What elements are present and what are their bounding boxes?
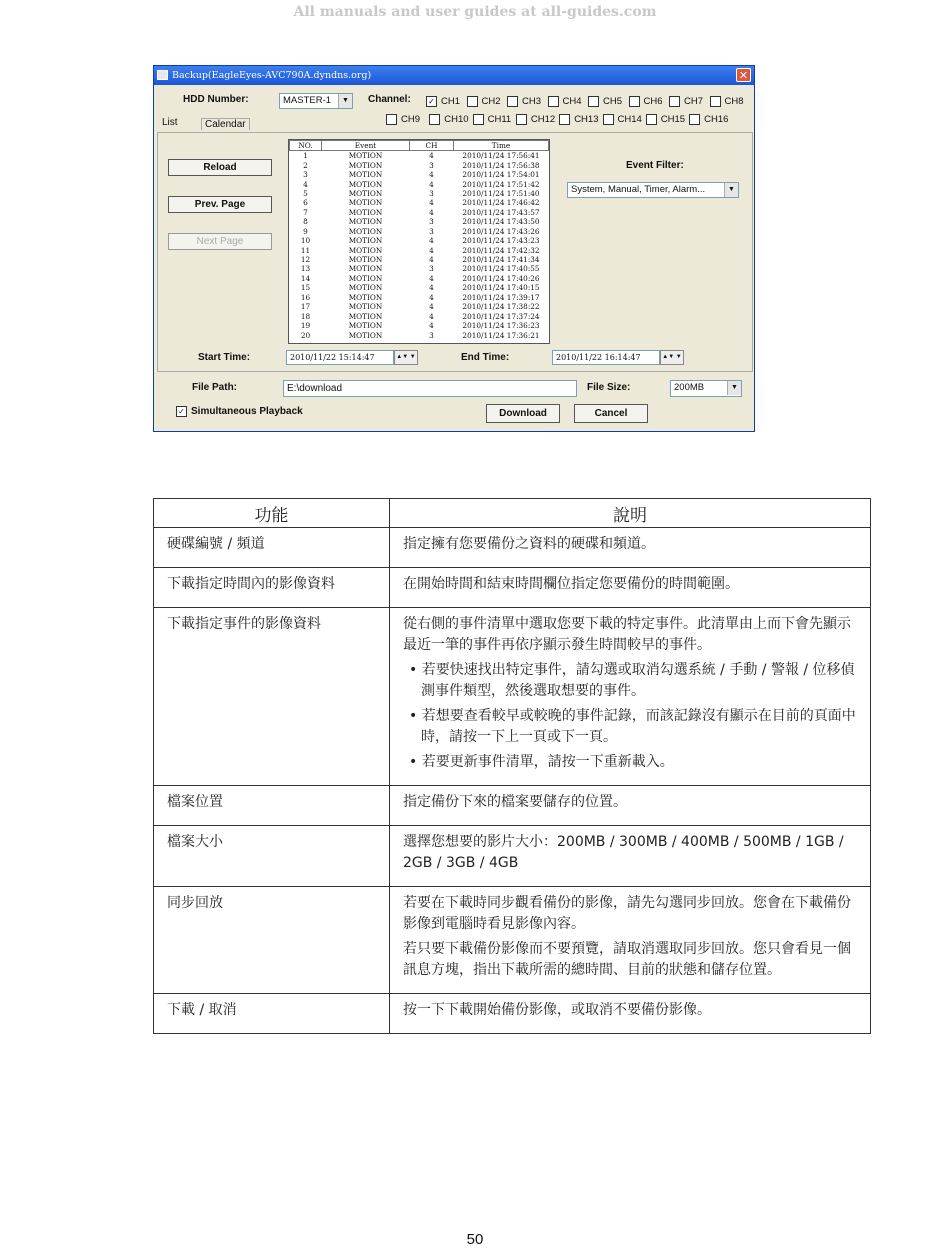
channel-checkbox[interactable] xyxy=(669,96,703,107)
event-cell: 2010/11/24 17:37:24 xyxy=(462,311,540,321)
app-icon xyxy=(157,70,168,80)
checkbox-icon[interactable] xyxy=(516,114,527,125)
channel-checkbox[interactable] xyxy=(548,96,582,107)
tab-list[interactable]: List xyxy=(162,117,178,128)
event-cell: 4 xyxy=(429,207,434,217)
description-paragraph: 選擇您想要的影片大小：200MB / 300MB / 400MB / 500MB / 1GB / 2GB / 3GB / 4GB xyxy=(403,834,844,871)
event-row[interactable] xyxy=(290,151,549,161)
list-column-header[interactable]: Event xyxy=(322,141,410,151)
function-cell: 檔案大小 xyxy=(154,826,390,887)
event-cell: 4 xyxy=(429,236,434,246)
description-bullet: • 若要更新事件清單，請按一下重新載入。 xyxy=(409,754,674,770)
channel-label: CH2 xyxy=(481,96,501,107)
channel-label: CH1 xyxy=(441,96,461,107)
description-paragraph: 從右側的事件清單中選取您要下載的特定事件。此清單由上而下會先顯示最近一筆的事件再依序顯示發生時間較早的事件。 xyxy=(403,616,851,653)
checkbox-icon[interactable] xyxy=(588,96,599,107)
event-cell: 2010/11/24 17:43:57 xyxy=(462,207,540,217)
event-cell: 11 xyxy=(300,245,311,255)
function-cell: 下載 / 取消 xyxy=(154,994,390,1034)
checkbox-icon[interactable] xyxy=(559,114,570,125)
dialog-title: Backup(EagleEyes-AVC790A.dyndns.org) xyxy=(172,70,372,81)
event-cell: MOTION xyxy=(348,283,383,293)
tab-calendar[interactable]: Calendar xyxy=(201,118,250,130)
event-cell: 4 xyxy=(429,273,434,283)
description-cell xyxy=(390,786,871,826)
event-row[interactable] xyxy=(290,208,549,217)
channel-checkbox[interactable] xyxy=(689,114,728,125)
channel-checkbox[interactable] xyxy=(386,114,420,125)
channel-label: CH11 xyxy=(487,114,512,125)
channel-checkbox[interactable] xyxy=(516,114,555,125)
event-cell: 3 xyxy=(429,330,434,340)
channel-checkbox[interactable] xyxy=(473,114,512,125)
channel-label: CH8 xyxy=(724,96,744,107)
file-size-select[interactable] xyxy=(670,380,742,397)
event-cell: 2010/11/24 17:41:34 xyxy=(462,255,540,265)
event-cell: 4 xyxy=(429,245,434,255)
start-time-label: Start Time: xyxy=(198,352,251,363)
event-cell: MOTION xyxy=(348,311,383,321)
event-cell: 16 xyxy=(300,292,311,302)
checkbox-icon[interactable] xyxy=(710,96,721,107)
description-cell xyxy=(390,528,871,568)
event-cell: MOTION xyxy=(348,236,383,246)
event-cell: 3 xyxy=(429,264,434,274)
event-cell: 2010/11/24 17:43:23 xyxy=(462,236,540,246)
event-cell: 2 xyxy=(303,160,308,170)
channel-checkbox[interactable] xyxy=(588,96,622,107)
event-row[interactable] xyxy=(290,330,549,339)
checkbox-icon[interactable] xyxy=(548,96,559,107)
description-paragraph: 若只要下載備份影像而不要預覽，請取消選取同步回放。您只會看見一個訊息方塊，指出下載所需的總時間、目前的狀態和儲存位置。 xyxy=(403,941,851,978)
function-cell: 下載指定事件的影像資料 xyxy=(154,608,390,786)
description-paragraph: 按一下下載開始備份影像，或取消不要備份影像。 xyxy=(403,1002,711,1018)
file-path-label: File Path: xyxy=(192,382,238,393)
header-function: 功能 xyxy=(154,499,390,528)
event-cell: 3 xyxy=(429,226,434,236)
event-cell: 3 xyxy=(303,170,308,180)
channel-label: CH10 xyxy=(444,114,469,125)
event-row[interactable] xyxy=(290,227,549,236)
channel-label: CH3 xyxy=(522,96,542,107)
start-time-field[interactable]: 2010/11/22 15:14:47 xyxy=(286,350,394,365)
event-cell: 4 xyxy=(303,179,308,189)
table-row xyxy=(154,568,871,608)
description-paragraph: 指定備份下來的檔案要儲存的位置。 xyxy=(403,794,627,810)
event-cell: 2010/11/24 17:51:40 xyxy=(462,188,540,198)
function-cell: 同步回放 xyxy=(154,887,390,994)
event-cell: 2010/11/24 17:43:50 xyxy=(462,217,540,227)
table-row xyxy=(154,608,871,786)
event-cell: 1 xyxy=(303,151,308,161)
list-column-header[interactable]: CH xyxy=(410,141,454,151)
channel-label: CH4 xyxy=(562,96,582,107)
table-row xyxy=(154,887,871,994)
channel-checkbox[interactable] xyxy=(710,96,744,107)
event-row[interactable] xyxy=(290,160,549,169)
channel-label: CH12 xyxy=(530,114,556,125)
event-cell: MOTION xyxy=(348,179,383,189)
start-time-spinner[interactable] xyxy=(394,350,418,365)
simultaneous-playback-checkbox[interactable] xyxy=(176,406,303,417)
list-column-header[interactable]: NO. xyxy=(290,141,322,151)
close-icon[interactable]: ✕ xyxy=(736,68,751,82)
channel-label: CH6 xyxy=(643,96,663,107)
channel-label: CH15 xyxy=(660,114,686,125)
event-row[interactable] xyxy=(290,321,549,330)
event-row[interactable] xyxy=(290,302,549,311)
event-cell: 4 xyxy=(429,198,434,208)
checkbox-icon[interactable] xyxy=(467,96,478,107)
event-cell: 4 xyxy=(429,151,434,161)
table-row xyxy=(154,786,871,826)
description-cell xyxy=(390,887,871,994)
event-cell: MOTION xyxy=(348,160,383,170)
event-cell: 4 xyxy=(429,292,434,302)
event-cell: MOTION xyxy=(348,151,383,161)
description-bullet: • 若想要查看較早或較晚的事件記錄，而該記錄沒有顯示在目前的頁面中時，請按一下上一頁或下一頁。 xyxy=(409,708,856,745)
checkbox-icon[interactable] xyxy=(429,114,440,125)
event-cell: MOTION xyxy=(348,255,383,265)
event-cell: 10 xyxy=(300,236,311,246)
event-row[interactable] xyxy=(290,236,549,245)
description-paragraph: 若要在下載時同步觀看備份的影像，請先勾選同步回放。您會在下載備份影像到電腦時看見影像內容。 xyxy=(403,895,851,932)
channel-label: CH14 xyxy=(617,114,642,125)
prev-page-button[interactable]: Prev. Page xyxy=(168,196,272,213)
event-cell: MOTION xyxy=(348,292,383,302)
event-cell: 2010/11/24 17:46:42 xyxy=(462,198,540,208)
file-size-label: File Size: xyxy=(587,382,631,393)
channel-checkbox[interactable] xyxy=(467,96,501,107)
chevron-down-icon[interactable]: ▼ xyxy=(338,94,352,108)
channel-checkbox[interactable] xyxy=(629,96,663,107)
description-bullet: • 若要快速找出特定事件，請勾選或取消勾選系統 / 手動 / 警報 / 位移偵測事件類型，然後選取想要的事件。 xyxy=(409,662,855,699)
checkbox-icon[interactable] xyxy=(386,114,397,125)
event-cell: 4 xyxy=(429,283,434,293)
event-cell: MOTION xyxy=(348,302,383,312)
event-cell: 2010/11/24 17:51:42 xyxy=(462,179,540,189)
event-row[interactable] xyxy=(290,311,549,320)
checkbox-icon[interactable] xyxy=(473,114,484,125)
event-row[interactable] xyxy=(290,274,549,283)
next-page-button[interactable]: Next Page xyxy=(168,233,272,250)
event-row[interactable] xyxy=(290,189,549,198)
event-cell: MOTION xyxy=(348,217,383,227)
event-cell: 2010/11/24 17:40:15 xyxy=(462,283,540,293)
event-cell: MOTION xyxy=(348,188,383,198)
channel-checkbox[interactable] xyxy=(603,114,642,125)
end-time-field[interactable]: 2010/11/22 16:14:47 xyxy=(552,350,660,365)
checkbox-icon[interactable]: ✓ xyxy=(426,96,437,107)
list-column-header[interactable]: Time xyxy=(454,141,549,151)
event-cell: 2010/11/24 17:54:01 xyxy=(462,170,540,180)
function-description-table xyxy=(153,498,871,1034)
event-cell: 2010/11/24 17:40:55 xyxy=(462,264,540,274)
event-row[interactable] xyxy=(290,245,549,254)
table-row xyxy=(154,528,871,568)
event-cell: 4 xyxy=(429,321,434,331)
description-cell xyxy=(390,568,871,608)
channel-checkbox[interactable] xyxy=(426,96,460,107)
chevron-down-icon[interactable]: ▼ xyxy=(724,183,738,197)
event-cell: 14 xyxy=(300,273,311,283)
spin-arrows-icon: ▲▼ ▼ xyxy=(662,354,682,360)
channel-checkbox[interactable] xyxy=(429,114,468,125)
event-cell: MOTION xyxy=(348,207,383,217)
event-row[interactable] xyxy=(290,170,549,179)
cancel-button[interactable]: Cancel xyxy=(574,404,648,423)
event-cell: 2010/11/24 17:56:38 xyxy=(462,160,540,170)
event-cell: MOTION xyxy=(348,226,383,236)
simultaneous-playback-label: Simultaneous Playback xyxy=(191,406,303,417)
event-cell: 3 xyxy=(429,188,434,198)
spin-arrows-icon: ▲▼ ▼ xyxy=(396,354,416,360)
event-filter-label: Event Filter: xyxy=(626,160,684,171)
event-cell: 6 xyxy=(303,198,308,208)
function-cell: 檔案位置 xyxy=(154,786,390,826)
event-cell: 4 xyxy=(429,255,434,265)
event-cell: MOTION xyxy=(348,330,383,340)
backup-dialog xyxy=(153,65,755,432)
watermark: All manuals and user guides at all-guides.com xyxy=(293,4,657,20)
event-cell: 2010/11/24 17:36:23 xyxy=(462,321,540,331)
event-filter-value: System, Manual, Timer, Alarm... xyxy=(571,184,706,195)
event-cell: 17 xyxy=(300,302,311,312)
event-cell: 2010/11/24 17:43:26 xyxy=(462,226,540,236)
description-cell xyxy=(390,826,871,887)
event-cell: MOTION xyxy=(348,264,383,274)
checkbox-icon[interactable] xyxy=(689,114,700,125)
checkbox-icon[interactable] xyxy=(603,114,614,125)
checkbox-icon[interactable] xyxy=(669,96,680,107)
event-cell: 8 xyxy=(303,217,308,227)
description-cell xyxy=(390,994,871,1034)
end-time-label: End Time: xyxy=(461,352,510,363)
channel-label: CH5 xyxy=(603,96,623,107)
checkbox-icon[interactable]: ✓ xyxy=(176,406,187,417)
channel-checkbox[interactable] xyxy=(646,114,685,125)
chevron-down-icon[interactable]: ▼ xyxy=(727,381,741,395)
event-row[interactable] xyxy=(290,179,549,188)
event-list[interactable] xyxy=(288,139,550,344)
channel-label: CH7 xyxy=(684,96,704,107)
event-cell: 20 xyxy=(300,330,311,340)
file-path-input[interactable]: E:\download xyxy=(283,380,577,397)
channel-label: CH9 xyxy=(401,114,421,125)
end-time-spinner[interactable] xyxy=(660,350,684,365)
event-cell: 2010/11/24 17:42:32 xyxy=(462,245,540,255)
hdd-number-label: HDD Number: xyxy=(183,94,249,105)
event-cell: 12 xyxy=(300,255,311,265)
download-button[interactable]: Download xyxy=(486,404,560,423)
table-row xyxy=(154,994,871,1034)
function-cell: 硬碟編號 / 頻道 xyxy=(154,528,390,568)
event-row[interactable] xyxy=(290,293,549,302)
event-row[interactable] xyxy=(290,283,549,292)
event-cell: 18 xyxy=(300,311,311,321)
event-cell: MOTION xyxy=(348,198,383,208)
event-cell: MOTION xyxy=(348,170,383,180)
dialog-titlebar xyxy=(154,66,754,85)
channel-label: CH16 xyxy=(704,114,729,125)
event-cell: 4 xyxy=(429,170,434,180)
event-cell: MOTION xyxy=(348,245,383,255)
event-cell: 5 xyxy=(303,188,308,198)
event-row[interactable] xyxy=(290,198,549,207)
event-cell: 4 xyxy=(429,179,434,189)
event-cell: 2010/11/24 17:39:17 xyxy=(462,292,540,302)
page-number: 50 xyxy=(466,1231,484,1248)
hdd-number-value: MASTER-1 xyxy=(283,95,332,106)
description-cell xyxy=(390,608,871,786)
event-cell: 13 xyxy=(300,264,311,274)
event-cell: MOTION xyxy=(348,321,383,331)
channel-checkbox[interactable] xyxy=(559,114,598,125)
reload-button[interactable]: Reload xyxy=(168,159,272,176)
event-cell: 4 xyxy=(429,302,434,312)
channel-label: Channel: xyxy=(368,94,411,105)
event-cell: 4 xyxy=(429,311,434,321)
event-cell: 2010/11/24 17:40:26 xyxy=(462,273,540,283)
event-row[interactable] xyxy=(290,217,549,226)
event-cell: 3 xyxy=(429,160,434,170)
event-cell: 7 xyxy=(303,207,308,217)
event-cell: MOTION xyxy=(348,273,383,283)
event-row[interactable] xyxy=(290,264,549,273)
function-cell: 下載指定時間內的影像資料 xyxy=(154,568,390,608)
event-cell: 19 xyxy=(300,321,311,331)
file-size-value: 200MB xyxy=(674,382,705,393)
event-cell: 2010/11/24 17:38:22 xyxy=(462,302,540,312)
event-cell: 3 xyxy=(429,217,434,227)
event-row[interactable] xyxy=(290,255,549,264)
event-filter-select[interactable] xyxy=(567,182,739,198)
channel-label: CH13 xyxy=(574,114,599,125)
checkbox-icon[interactable] xyxy=(507,96,518,107)
event-cell: 2010/11/24 17:36:21 xyxy=(462,330,540,340)
checkbox-icon[interactable] xyxy=(629,96,640,107)
event-cell: 2010/11/24 17:56:41 xyxy=(462,151,540,161)
channel-checkbox[interactable] xyxy=(507,96,541,107)
event-cell: 15 xyxy=(300,283,311,293)
table-row xyxy=(154,826,871,887)
event-cell: 9 xyxy=(303,226,308,236)
header-description: 說明 xyxy=(390,499,871,528)
hdd-number-select[interactable] xyxy=(279,93,353,109)
description-paragraph: 在開始時間和結束時間欄位指定您要備份的時間範圍。 xyxy=(403,576,739,592)
description-paragraph: 指定擁有您要備份之資料的硬碟和頻道。 xyxy=(403,536,655,552)
checkbox-icon[interactable] xyxy=(646,114,657,125)
